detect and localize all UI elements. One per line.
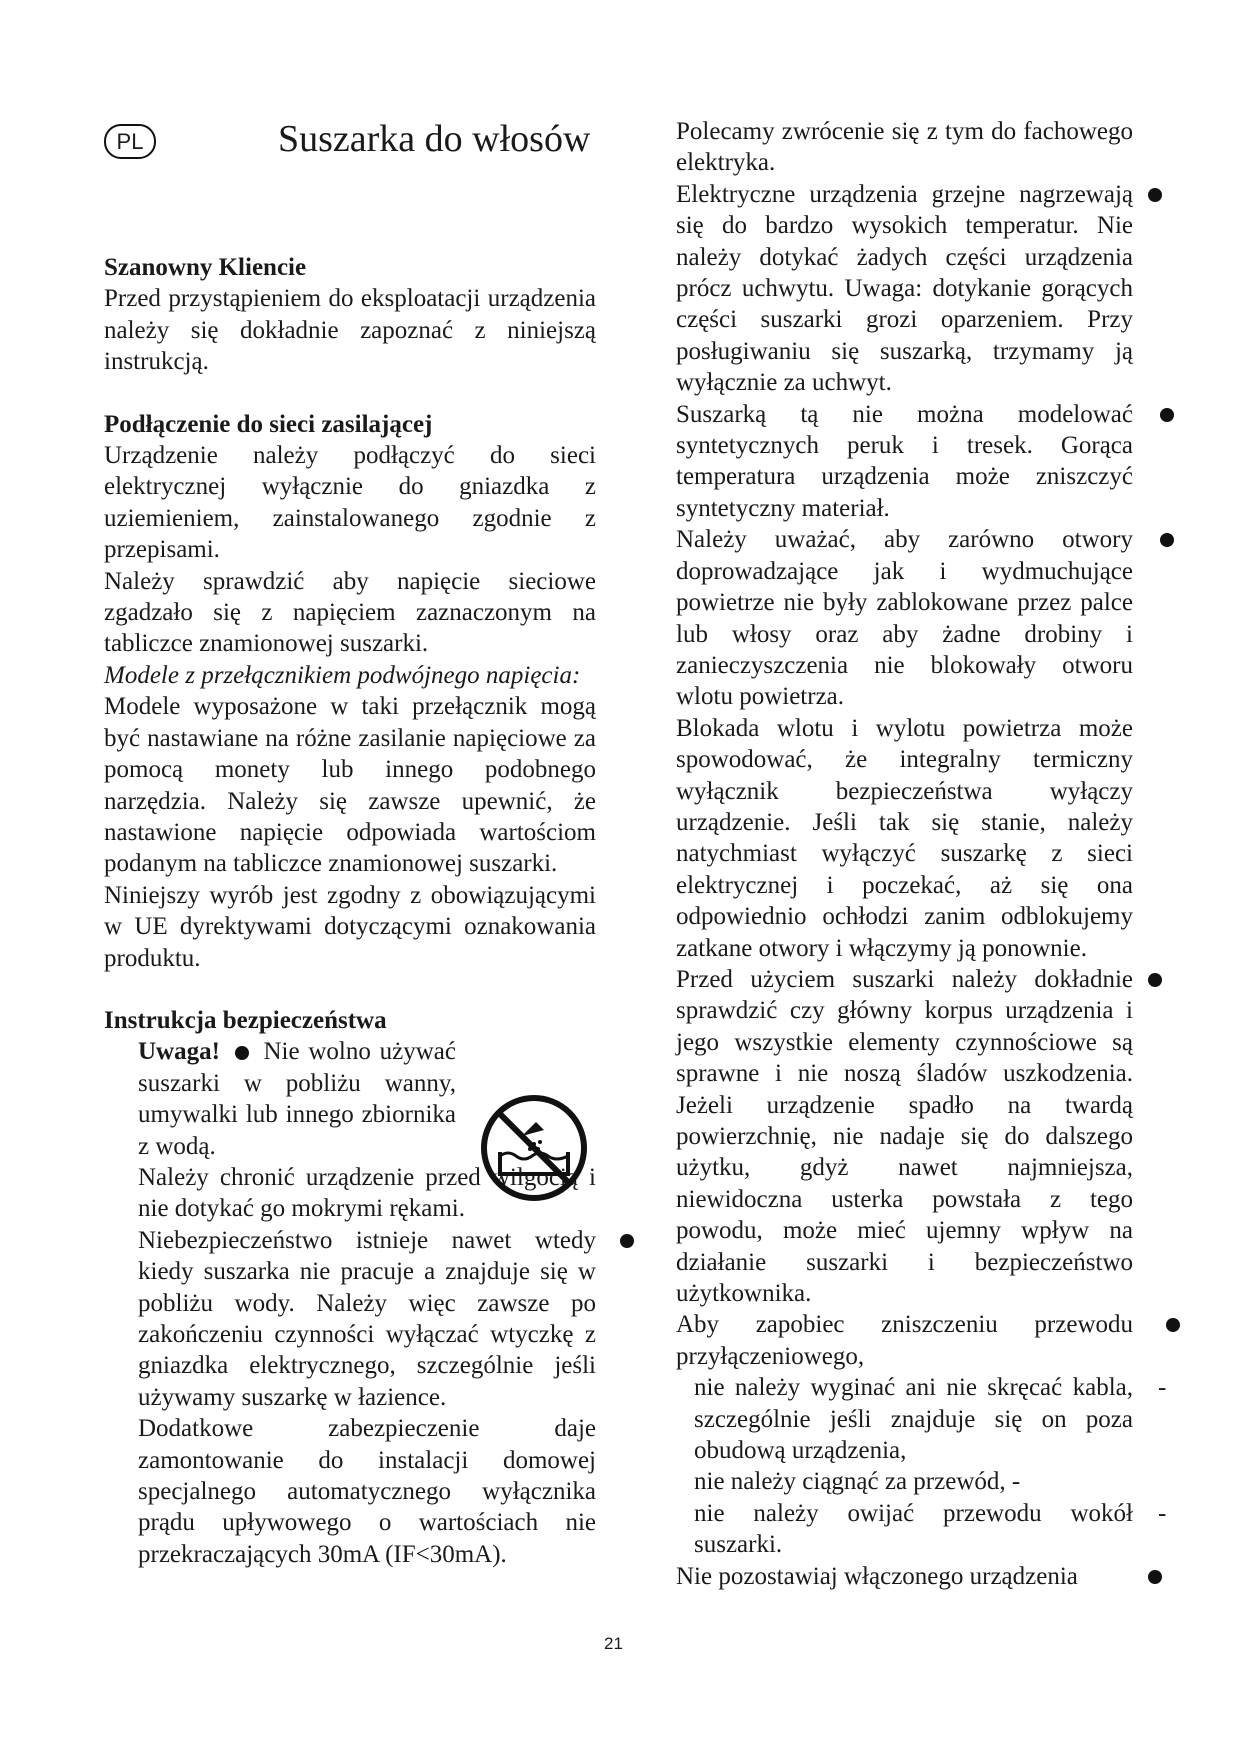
warning-text: Nie wolno używać suszarki w pobliżu wanny, umywalki lub innego zbiornika z wodą. xyxy=(138,1038,456,1160)
language-badge: PL xyxy=(104,124,156,159)
bullet-icon xyxy=(1160,408,1174,422)
cable-item xyxy=(676,1466,1133,1497)
warning-paragraph xyxy=(138,1036,456,1162)
power-paragraph-2: Należy sprawdzić aby napięcie sieciowe zgadzało się z napięciem zaznaczonym na tabliczce znamionowej suszarki. xyxy=(104,567,596,658)
electrician-text: Polecamy zwrócenie się z tym do fachowego elektryka. xyxy=(676,118,1133,177)
inspection-block xyxy=(676,964,1133,1309)
hot-parts-text: Elektryczne urządzenia grzejne nagrzewają się do bardzo wysokich temperatur. Nie należy dotykać żadych części urządzenia prócz uchwytu. Uwaga: dotykanie gorących części suszarki grozi oparzeniem. Przy posługiwaniu się suszarką, trzymamy ją wyłącznie za uchwyt. xyxy=(676,180,1133,397)
last-text: Nie pozostawiaj włączonego urządzenia xyxy=(676,1562,1078,1590)
page-title: Suszarka do włosów xyxy=(278,118,591,160)
danger-text: Niebezpieczeństwo istnieje nawet wtedy kiedy suszarka nie pracuje a znajduje się w pobliżu wody. Należy więc zawsze po zakończeniu czynności wyłączać wtyczkę z gniazdka elektrycznego, szczególnie jeśli używamy suszarkę w łazience. xyxy=(138,1226,596,1411)
bullet-icon xyxy=(1148,1570,1162,1584)
cable-item-text: nie należy owijać przewodu wokół suszarki. xyxy=(694,1499,1133,1559)
last-block xyxy=(676,1561,1133,1592)
page-number: 21 xyxy=(604,1634,623,1653)
safety-heading: Instrukcja bezpieczeństwa xyxy=(104,1006,387,1034)
cable-intro: Aby zapobiec zniszczeniu przewodu przyłączeniowego, xyxy=(676,1311,1133,1370)
right-column xyxy=(676,116,1167,1592)
conformity-text: Niniejszy wyrób jest zgodny z obowiązującymi w UE dyrektywami dotyczącymi oznakowania produktu. xyxy=(104,881,596,972)
cable-item-text: nie należy ciągnąć za przewód, - xyxy=(694,1468,1021,1496)
moisture-text: Należy chronić urządzenie przed wilgocią i nie dotykać go mokrymi rękami. xyxy=(138,1163,596,1223)
bullet-icon xyxy=(1160,533,1174,547)
bullet-icon xyxy=(1166,1318,1180,1332)
bullet-icon xyxy=(235,1046,249,1060)
hot-parts-block xyxy=(676,179,1133,399)
openings-text: Należy uważać, aby zarówno otwory doprowadzające jak i wydmuchujące powietrze nie były zablokowane przez palce lub włosy oraz aby żadne drobiny i zanieczyszczenia nie blokowały otworu wlotu powietrza. xyxy=(676,526,1133,711)
wigs-block xyxy=(676,399,1133,525)
inspection-text: Przed użyciem suszarki należy dokładnie sprawdzić czy główny korpus urządzenia i jego wszystkie elementy czynnościowe są sprawne i nie noszą śladów uszkodzenia. Jeżeli urządzenie spadło na twardą powierzchnię, nie nadaje się do dalszego użytku, gdyż nawet najmniejsza, niewidoczna usterka powstała z tego powodu, może mieć ujemny wpływ na działanie suszarki i bezpieczeństwo użytkownika. xyxy=(676,965,1133,1308)
warning-label: Uwaga! xyxy=(138,1038,220,1066)
greeting-text: Przed przystąpieniem do eksploatacji urządzenia należy się dokładnie zapoznać z niniejszą instrukcją. xyxy=(104,285,596,376)
bullet-icon xyxy=(1148,188,1162,202)
power-paragraph-1: Urządzenie należy podłączyć do sieci elektrycznej wyłącznie do gniazdka z uziemieniem, zainstalowanego zgodnie z przepisami. xyxy=(104,442,596,564)
danger-block xyxy=(104,1225,596,1413)
power-heading: Podłączenie do sieci zasilającej xyxy=(104,410,433,438)
dual-voltage-label: Modele z przełącznikiem podwójnego napięcia: xyxy=(104,661,581,689)
cable-item xyxy=(676,1372,1167,1466)
dual-voltage-text: Modele wyposażone w taki przełącznik mogą być nastawiane na różne zasilanie napięciowe za pomocą monety lub innego podobnego narzędzia. Należy się zawsze upewnić, że nastawione napięcie odpowiada wartościom podanym na tabliczce znamionowej suszarki. xyxy=(104,693,596,878)
blockage-text: Blokada wlotu i wylotu powietrza może spowodować, że integralny termiczny wyłącznik bezpieczeństwa wyłączy urządzenie. Jeśli tak się stanie, należy natychmiast wyłączyć suszarkę z sieci elektrycznej i poczekać, aż się ona odpowiednio ochłodzi zanim odblokujemy zatkane otwory i włączymy ją ponownie. xyxy=(676,714,1133,962)
greeting-heading: Szanowny Kliencie xyxy=(104,254,307,281)
bullet-icon xyxy=(1148,973,1162,987)
no-water-bath-icon xyxy=(478,1092,590,1204)
cable-item xyxy=(676,1498,1167,1561)
cable-block xyxy=(676,1309,1133,1372)
bullet-icon xyxy=(620,1234,634,1248)
rcd-text: Dodatkowe zabezpieczenie daje zamontowanie do instalacji domowej specjalnego automatycznego wyłącznika prądu upływowego o wartościach nie przekraczających 30mA (IF<30mA). xyxy=(138,1415,596,1568)
openings-block xyxy=(676,524,1133,712)
left-column xyxy=(104,252,596,1570)
cable-item-text: nie należy wyginać ani nie skręcać kabla, szczególnie jeśli znajduje się on poza obudową urządzenia, xyxy=(694,1374,1133,1465)
dash-marker: - xyxy=(1158,1499,1167,1527)
wigs-text: Suszarką tą nie można modelować syntetycznych peruk i tresek. Gorąca temperatura urządzenia może zniszczyć syntetyczny materiał. xyxy=(676,400,1133,522)
dash-marker: - xyxy=(1158,1374,1167,1402)
